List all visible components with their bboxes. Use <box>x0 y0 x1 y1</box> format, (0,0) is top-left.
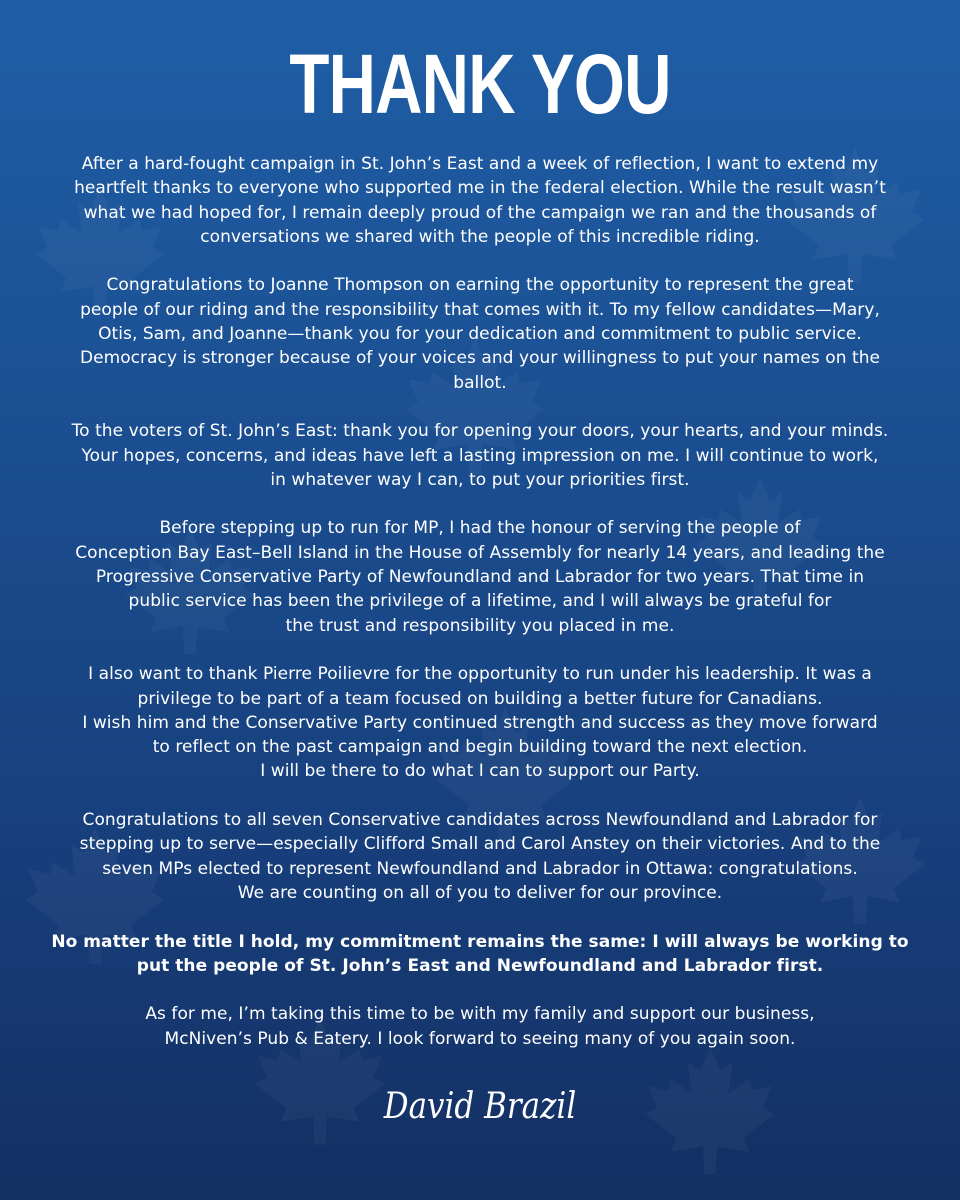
letter-paragraph <box>40 516 920 637</box>
paragraph-line: No matter the title I hold, my commitment remains the same: I will always be working to <box>51 931 909 952</box>
letter-paragraph <box>40 808 920 905</box>
letter-paragraph <box>40 273 920 394</box>
paragraph-line: Congratulations to Joanne Thompson on earning the opportunity to represent the great <box>106 275 854 296</box>
paragraph-line: conversations we shared with the people of this incredible riding. <box>200 226 760 247</box>
paragraph-line: privilege to be part of a team focused on building a better future for Canadians. <box>137 688 823 709</box>
paragraph-line: ballot. <box>453 372 507 393</box>
letter-paragraph <box>40 419 920 492</box>
signature: David Brazil <box>383 1086 577 1127</box>
paragraph-line: put the people of St. John’s East and Newfoundland and Labrador first. <box>136 955 824 976</box>
paragraph-line: to reflect on the past campaign and begin building toward the next election. <box>152 737 808 758</box>
paragraph-line: stepping up to serve—especially Clifford Small and Carol Anstey on their victories. And to the <box>79 834 881 855</box>
paragraph-line: I also want to thank Pierre Poilievre for the opportunity to run under his leadership. It was a <box>88 664 872 685</box>
paragraph-line: To the voters of St. John’s East: thank you for opening your doors, your hearts, and your minds. <box>71 421 889 442</box>
paragraph-line: I wish him and the Conservative Party continued strength and success as they move forward <box>82 712 878 733</box>
paragraph-line: heartfelt thanks to everyone who supported me in the federal election. While the result wasn’t <box>74 178 886 199</box>
paragraph-line: I will be there to do what I can to support our Party. <box>260 761 700 782</box>
paragraph-line: We are counting on all of you to deliver for our province. <box>237 882 723 903</box>
paragraph-line: Progressive Conservative Party of Newfoundland and Labrador for two years. That time in <box>95 567 865 588</box>
paragraph-line: Your hopes, concerns, and ideas have left a lasting impression on me. I will continue to work, <box>81 445 879 466</box>
paragraph-line: in whatever way I can, to put your priorities first. <box>270 469 690 490</box>
paragraph-line: As for me, I’m taking this time to be with my family and support our business, <box>145 1004 815 1025</box>
paragraph-line: McNiven’s Pub & Eatery. I look forward to seeing many of you again soon. <box>164 1028 796 1049</box>
paragraph-line: what we had hoped for, I remain deeply proud of the campaign we ran and the thousands of <box>83 202 877 223</box>
paragraph-line: After a hard-fought campaign in St. John’s East and a week of reflection, I want to extend my <box>81 154 879 174</box>
paragraph-line: seven MPs elected to represent Newfoundland and Labrador in Ottawa: congratulations. <box>102 858 858 879</box>
letter-paragraph <box>40 662 920 783</box>
paragraph-line: Congratulations to all seven Conservative candidates across Newfoundland and Labrador for <box>82 810 878 831</box>
letter-body <box>40 152 920 1075</box>
closing-statement-paragraph <box>40 930 920 979</box>
paragraph-line: the trust and responsibility you placed in me. <box>285 615 675 636</box>
paragraph-line: Conception Bay East–Bell Island in the House of Assembly for nearly 14 years, and leading the <box>75 542 885 563</box>
letter-paragraph <box>40 1002 920 1051</box>
paragraph-line: people of our riding and the responsibility that comes with it. To my fellow candidates—Mary, <box>80 299 880 320</box>
paragraph-line: Before stepping up to run for MP, I had the honour of serving the people of <box>159 518 801 539</box>
paragraph-line: public service has been the privilege of a lifetime, and I will always be grateful for <box>128 591 832 612</box>
page-title: THANK YOU <box>289 37 671 131</box>
paragraph-line: Otis, Sam, and Joanne—thank you for your dedication and commitment to public service. <box>98 324 862 345</box>
paragraph-line: Democracy is stronger because of your voices and your willingness to put your names on the <box>79 348 881 369</box>
letter-paragraph <box>40 152 920 249</box>
